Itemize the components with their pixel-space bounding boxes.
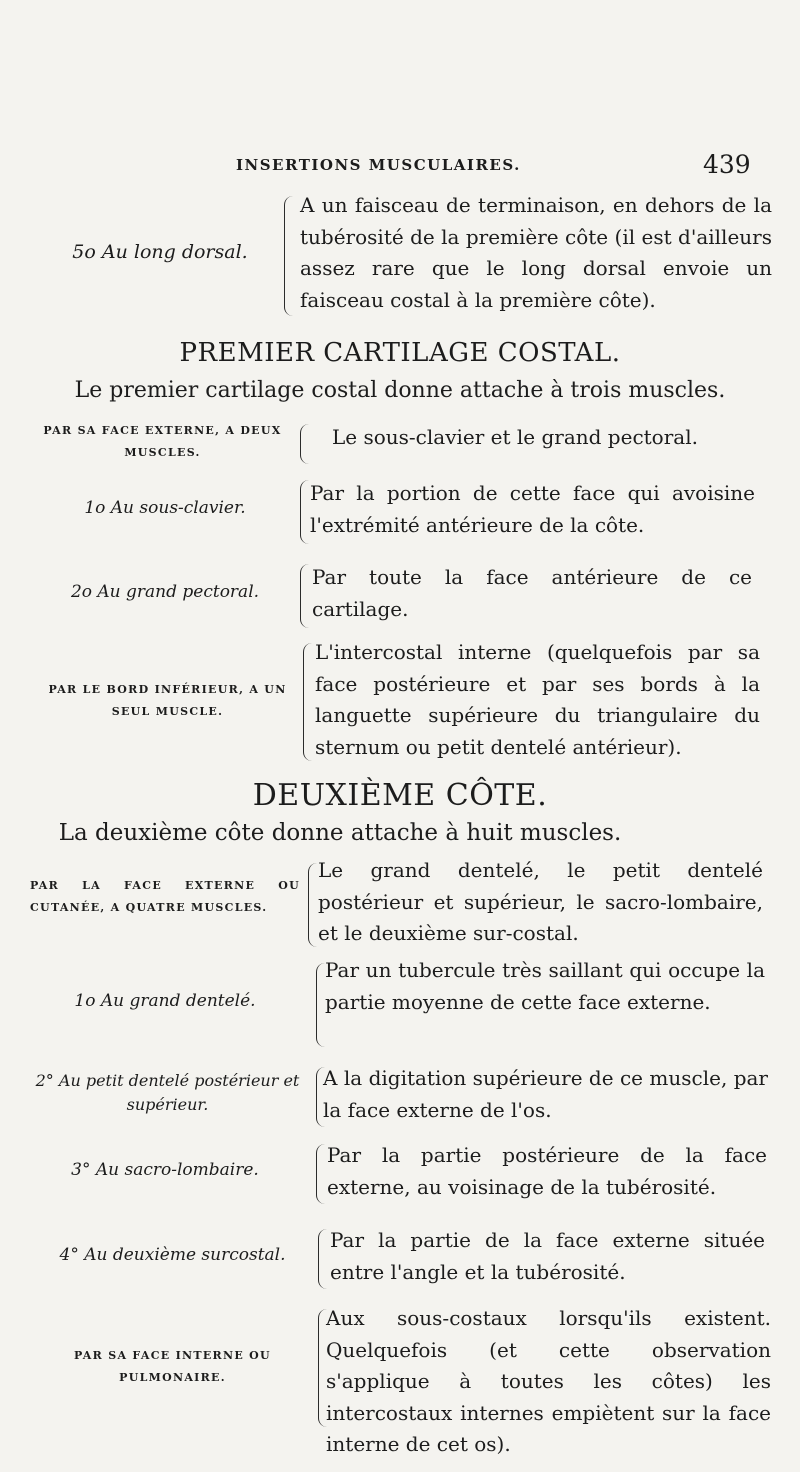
- brace: [308, 863, 317, 947]
- entry-sacro-lombaire: [20, 1140, 780, 1210]
- entry-face-interne: [20, 1303, 780, 1456]
- entry-text: Le sous-clavier et le grand pectoral.: [332, 425, 698, 449]
- entry-bord-inferieur: [20, 637, 780, 767]
- entry-long-dorsal: [20, 190, 780, 320]
- entry-text: A la digitation supérieure de ce muscle, par la face externe de l'os.: [323, 1066, 768, 1122]
- brace: [318, 1229, 327, 1289]
- section-intro: Le premier cartilage costal donne attache à trois muscles.: [74, 378, 726, 403]
- entry-grand-pectoral: [20, 562, 780, 632]
- brace: [284, 196, 293, 316]
- entry-label: 3° Au sacro-lombaire.: [71, 1160, 259, 1180]
- entry-petit-dentele: [20, 1063, 780, 1133]
- section-heading: PREMIER CARTILAGE COSTAL.: [179, 338, 621, 368]
- entry-label: 4° Au deuxième surcostal.: [59, 1245, 286, 1265]
- brace: [300, 480, 309, 544]
- entry-text: Aux sous-costaux lorsqu'ils existent. Quelquefois (et cette observation s'applique à toutes les côtes) les intercostaux internes empiètent sur la face interne de cet os).: [326, 1306, 771, 1456]
- entry-text: Par la portion de cette face qui avoisine l'extrémité antérieure de la côte.: [310, 481, 755, 537]
- entry-label: 2° Au petit dentelé postérieur et supérieur.: [35, 1071, 300, 1114]
- brace: [316, 1144, 325, 1204]
- running-title: INSERTIONS MUSCULAIRES.: [236, 156, 521, 174]
- entry-face-externe-2: [20, 855, 780, 953]
- section-intro: La deuxième côte donne attache à huit muscles.: [58, 820, 622, 846]
- page-number: 439: [703, 150, 751, 179]
- entry-label: 2o Au grand pectoral.: [70, 582, 260, 602]
- entry-text: A un faisceau de terminaison, en dehors de la tubérosité de la première côte (il est d'ailleurs assez rare que le long dorsal envoie un faisceau costal à la première côte).: [300, 193, 772, 312]
- entry-text: Par un tubercule très saillant qui occupe la partie moyenne de cette face externe.: [325, 958, 765, 1014]
- brace: [300, 564, 309, 628]
- entry-text: Par la partie postérieure de la face externe, au voisinage de la tubérosité.: [327, 1143, 767, 1199]
- entry-text: L'intercostal interne (quelquefois par sa face postérieure et par ses bords à la languette supérieure du triangulaire du sternum ou petit dentelé antérieur).: [315, 640, 760, 759]
- entry-text: Par la partie de la face externe située entre l'angle et la tubérosité.: [330, 1228, 765, 1284]
- entry-surcostal: [20, 1225, 780, 1295]
- entry-label: PAR LA FACE EXTERNE OU CUTANÉE, A QUATRE MUSCLES.: [30, 879, 300, 914]
- brace: [303, 643, 312, 761]
- page-header: [0, 150, 800, 182]
- entry-label: PAR SA FACE EXTERNE, A DEUX MUSCLES.: [43, 424, 282, 459]
- entry-label: 1o Au sous-clavier.: [84, 498, 246, 518]
- entry-label: 1o Au grand dentelé.: [74, 991, 256, 1011]
- brace: [300, 424, 309, 464]
- entry-face-externe-1: [20, 418, 780, 470]
- entry-text: Par toute la face antérieure de ce cartilage.: [312, 565, 752, 621]
- entry-text: Le grand dentelé, le petit dentelé postérieur et supérieur, le sacro-lombaire, et le deuxième sur-costal.: [318, 858, 763, 945]
- entry-label: PAR SA FACE INTERNE OU PULMONAIRE.: [74, 1349, 271, 1384]
- entry-grand-dentele: [20, 955, 780, 1055]
- entry-label: 5o Au long dorsal.: [72, 241, 248, 263]
- brace: [316, 963, 325, 1047]
- entry-sous-clavier: [20, 478, 780, 548]
- entry-label: PAR LE BORD INFÉRIEUR, A UN SEUL MUSCLE.: [48, 683, 287, 718]
- section-heading: DEUXIÈME CÔTE.: [252, 778, 548, 813]
